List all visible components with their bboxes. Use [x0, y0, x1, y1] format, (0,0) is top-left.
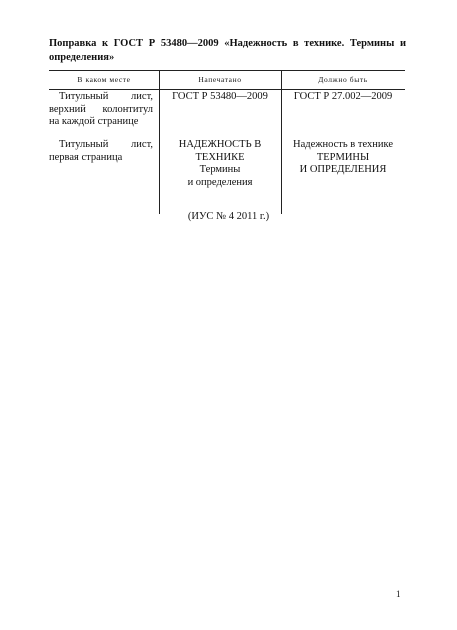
text-line: НАДЕЖНОСТЬ В — [178, 139, 262, 150]
corrections-table — [49, 70, 405, 214]
header-should-be: Должно быть — [318, 75, 368, 84]
text-line: Титульный лист, — [59, 91, 153, 102]
column-divider — [281, 71, 282, 89]
header-printed: Напечатано — [198, 75, 242, 84]
text-line: ТЕРМИНЫ — [316, 151, 370, 163]
text-line: и определения — [187, 176, 253, 188]
text-line: Термины — [199, 164, 241, 175]
table-row-1-printed — [159, 91, 281, 104]
table-row-2-should-be — [281, 139, 405, 177]
text-line: И ОПРЕДЕЛЕНИЯ — [299, 164, 387, 175]
text-line: первая страница — [49, 151, 123, 163]
header-where: В каком месте — [77, 75, 131, 84]
text-line: верхний колонтитул — [49, 103, 153, 115]
text-line: ТЕХНИКЕ — [195, 151, 245, 163]
text-line: на каждой странице — [49, 116, 139, 127]
text-line: Титульный лист, — [59, 139, 153, 150]
table-row-1-place — [49, 91, 153, 129]
table-header — [49, 70, 405, 90]
table-row-1-should-be — [281, 91, 405, 104]
table-row-2-printed — [159, 139, 281, 189]
text-line: ГОСТ Р 27.002—2009 — [293, 91, 393, 102]
column-divider — [159, 71, 160, 89]
text-line: ГОСТ Р 53480—2009 — [172, 91, 268, 102]
table-body — [49, 90, 405, 214]
text-line: Надежность в технике — [293, 139, 393, 150]
page-number: 1 — [396, 589, 401, 599]
page-title: Поправка к ГОСТ Р 53480—2009 «Надежность в технике. Термины и определения» — [49, 38, 406, 63]
table-row-2-place — [49, 139, 153, 164]
ius-note: (ИУС № 4 2011 г.) — [187, 211, 270, 222]
